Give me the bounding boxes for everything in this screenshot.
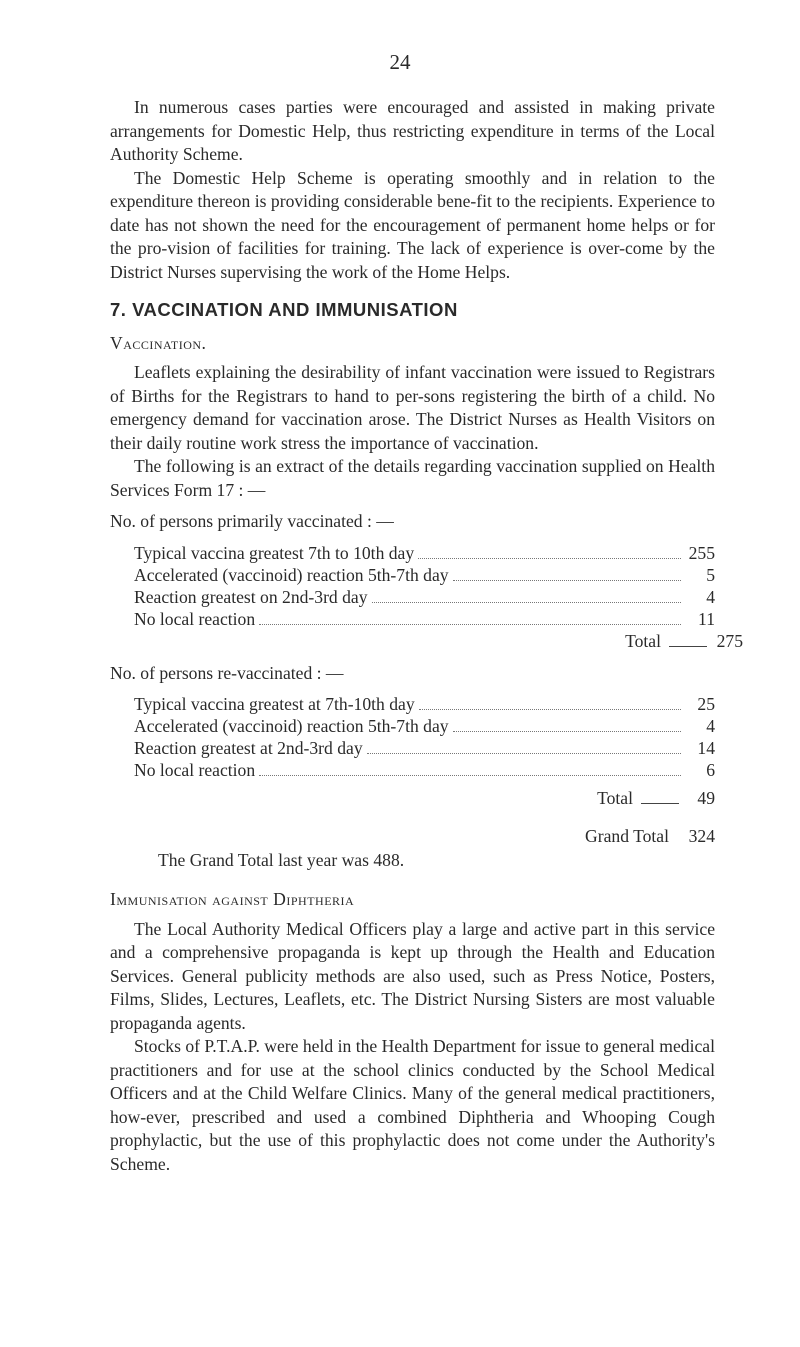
total-row bbox=[134, 630, 743, 654]
row-label: Typical vaccina greatest 7th to 10th day bbox=[134, 542, 415, 563]
row-value: 255 bbox=[688, 542, 715, 563]
page-number: 24 bbox=[389, 50, 411, 74]
row-label: Accelerated (vaccinoid) reaction 5th-7th day bbox=[134, 716, 449, 736]
paragraph: Leaflets explaining the desirability of infant vaccination were issued to Registrars of Births for the Registrars to hand to per-sons registering the birth of a child. No emergency demand for vaccination arose. The District Nurses as Health Visitors on their daily routine work stress the importance of vaccination. bbox=[110, 362, 715, 453]
table-row bbox=[134, 542, 715, 564]
table-row bbox=[134, 564, 715, 586]
table-row bbox=[134, 693, 715, 715]
grand-total-row bbox=[110, 825, 715, 849]
revaccination-label: No. of persons re-vaccinated : — bbox=[110, 662, 344, 683]
row-label: Reaction greatest at 2nd-3rd day bbox=[134, 738, 363, 758]
table-row bbox=[134, 608, 715, 630]
total-label: Total bbox=[625, 630, 661, 651]
row-label: Reaction greatest on 2nd-3rd day bbox=[134, 586, 368, 607]
primary-vaccination-list bbox=[110, 542, 743, 654]
row-value: 4 bbox=[706, 586, 715, 607]
revaccination-list bbox=[110, 693, 715, 811]
paragraph: In numerous cases parties were encouraged and assisted in making private arrangements for Domestic Help, thus restricting expenditure in terms of the Local Authority Scheme. bbox=[110, 97, 715, 164]
last-year-note: The Grand Total last year was 488. bbox=[158, 849, 405, 870]
section-heading: 7. VACCINATION AND IMMUNISATION bbox=[110, 299, 458, 320]
row-label: Typical vaccina greatest at 7th-10th day bbox=[134, 694, 415, 714]
paragraph: The following is an extract of the details regarding vaccination supplied on Health Services Form 17 : — bbox=[110, 456, 715, 500]
table-row bbox=[134, 715, 715, 737]
paragraph: The Local Authority Medical Officers play a large and active part in this service and a comprehensive propaganda is kept up through the Health and Education Services. General publicity methods are also used, such as Press Notice, Posters, Films, Slides, Lectures, Leaflets, etc. The District Nursing Sisters are most valuable propaganda agents. bbox=[110, 918, 715, 1033]
row-value: 14 bbox=[697, 738, 715, 758]
table-row bbox=[134, 737, 715, 759]
row-label: No local reaction bbox=[134, 608, 256, 629]
paragraph: Stocks of P.T.A.P. were held in the Health Department for issue to general medical practitioners and for use at the school clinics conducted by the School Medical Officers and at the Child Welfare Clinics. Many of the general medical practitioners, how-ever, prescribed and used a combined Diphtheria and Whooping Cough prophylactic, but the use of this prophylactic does not come under the Authority's Scheme. bbox=[110, 1036, 715, 1174]
row-value: 5 bbox=[706, 564, 715, 585]
grand-total-label: Grand Total bbox=[585, 826, 669, 846]
table-row bbox=[134, 586, 715, 608]
table-row bbox=[134, 759, 715, 781]
immunisation-subheading: Immunisation against Diphtheria bbox=[110, 889, 355, 909]
page-body bbox=[110, 96, 743, 1176]
row-label: Accelerated (vaccinoid) reaction 5th-7th day bbox=[134, 564, 449, 585]
row-value: 4 bbox=[706, 716, 715, 736]
total-value: 275 bbox=[716, 630, 743, 651]
row-value: 25 bbox=[697, 694, 715, 714]
row-value: 11 bbox=[698, 608, 715, 629]
row-label: No local reaction bbox=[134, 760, 256, 780]
total-label: Total bbox=[597, 788, 633, 808]
vaccination-subheading: Vaccination. bbox=[110, 332, 207, 353]
row-value: 6 bbox=[706, 760, 715, 780]
primary-vaccination-label: No. of persons primarily vaccinated : — bbox=[110, 511, 394, 531]
total-value: 49 bbox=[697, 788, 715, 808]
grand-total-value: 324 bbox=[688, 826, 715, 846]
paragraph: The Domestic Help Scheme is operating smoothly and in relation to the expenditure thereon is providing considerable bene-fit to the recipients. Experience to date has not shown the need for the encouragement of permanent home helps or for the pro-vision of facilities for training. The lack of experience is over-come by the District Nurses supervising the work of the Home Helps. bbox=[110, 167, 715, 282]
total-row bbox=[134, 787, 715, 811]
